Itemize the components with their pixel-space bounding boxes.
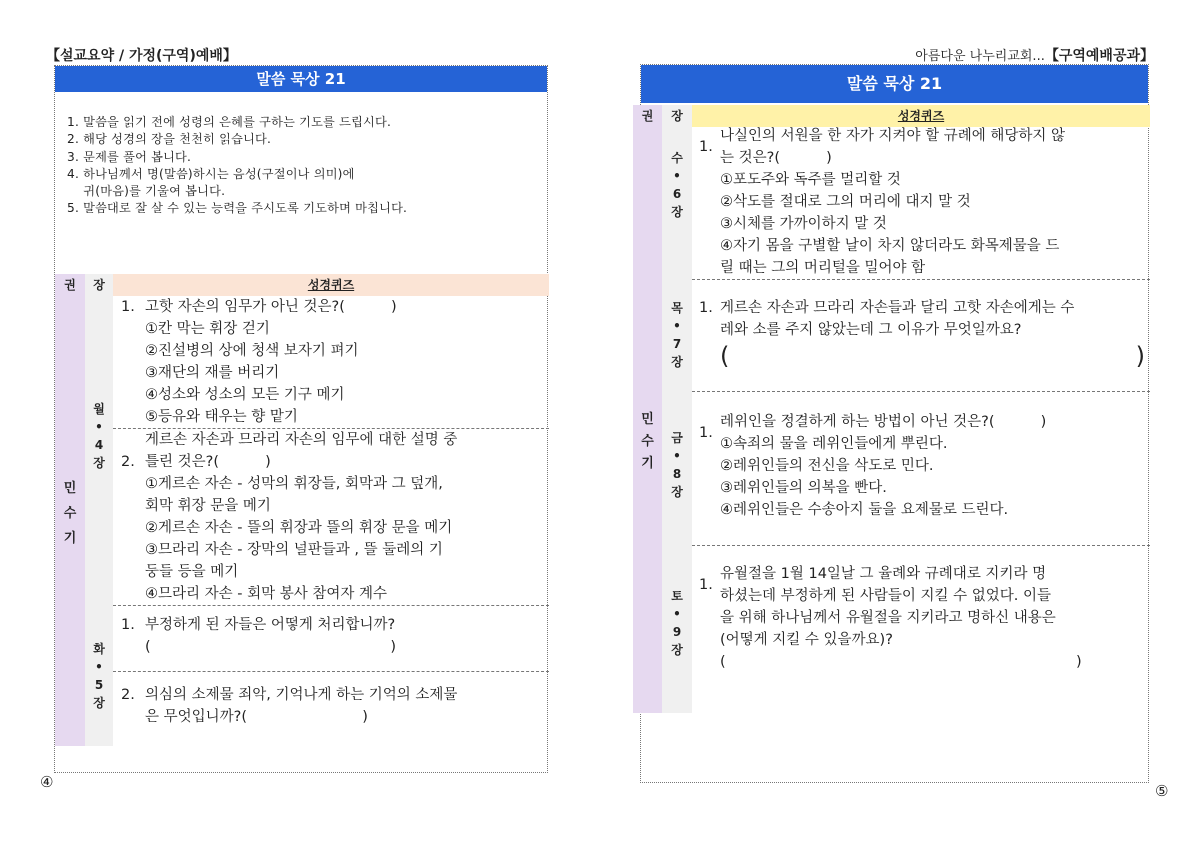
quiz-table [55, 274, 547, 774]
chapter-char: 화 [93, 642, 105, 656]
question-text: (어떻게 지킬 수 있을까요)? [720, 632, 893, 648]
question-number: 1. [121, 617, 135, 633]
book-char: 수 [63, 506, 77, 521]
chapter-char: 5 [94, 678, 104, 692]
chapter-cell-fri [662, 391, 692, 545]
chapter-cell-mon [85, 296, 113, 606]
quiz-table [633, 105, 1150, 715]
option: ②레위인들의 전신을 삭도로 민다. [720, 458, 934, 474]
quiz-question [699, 411, 1145, 521]
header-right [915, 45, 1154, 65]
question-text: 부정하게 된 자들은 어떻게 처리합니까? [145, 617, 396, 633]
chapter-char: • [673, 607, 681, 621]
question-number: 1. [699, 139, 713, 155]
chapter-char: • [95, 660, 103, 674]
option: ④자기 몸을 구별할 날이 차지 않더라도 화목제물을 드 [720, 238, 1060, 254]
chapter-cell-sat [662, 545, 692, 713]
chapter-char: 8 [672, 467, 682, 481]
chapter-char: 9 [672, 625, 682, 639]
option: ①속죄의 물을 레위인들에게 뿌린다. [720, 436, 948, 452]
header-quiz: 성경퀴즈 [113, 274, 549, 296]
option: ⑤등유와 태우는 향 맡기 [145, 409, 298, 425]
quiz-question [699, 125, 1145, 279]
chapter-char: 장 [93, 456, 105, 470]
right-page-title: 말씀 묵상 21 [641, 65, 1148, 103]
left-page-title: 말씀 묵상 21 [55, 66, 547, 92]
option: ②진설병의 상에 청색 보자기 펴기 [145, 343, 359, 359]
question-text: 유월절을 1월 14일날 그 율례와 규례대로 지키라 명 [720, 566, 1047, 582]
option: ①게르손 자손 - 성막의 휘장들, 회막과 그 덮개, [145, 476, 443, 492]
chapter-char: 장 [671, 355, 683, 369]
chapter-char: 장 [671, 485, 683, 499]
question-number: 1. [699, 577, 713, 593]
question-text: 을 위해 하나님께서 유월절을 지키라고 명하신 내용은 [720, 610, 1056, 626]
header-right-bold: 【구역예배공과】 [1044, 48, 1154, 64]
answer-blank[interactable]: ( ) [145, 639, 396, 655]
chapter-char: • [673, 319, 681, 333]
table-header [633, 105, 1150, 127]
question-text: 는 것은?( ) [720, 150, 832, 166]
option: ②게르손 자손 - 뜰의 휘장과 뜰의 휘장 문을 메기 [145, 520, 453, 536]
guide-line: 1. 말씀을 읽기 전에 성령의 은혜를 구하는 기도를 드립시다. [67, 115, 392, 129]
quiz-question [699, 297, 1145, 371]
chapter-char: 금 [671, 431, 683, 445]
church-name: 아름다운 나누리교회... [915, 49, 1045, 64]
book-char: 민 [63, 481, 77, 496]
guide-line: 5. 말씀대로 잘 살 수 있는 능력을 주시도록 기도하며 마칩니다. [67, 201, 408, 216]
book-column [633, 127, 662, 713]
option: ①포도주와 독주를 멀리할 것 [720, 172, 901, 188]
divider [113, 605, 549, 606]
divider [113, 671, 549, 672]
chapter-char: 7 [672, 337, 682, 351]
chapter-char: 장 [671, 643, 683, 657]
chapter-char: • [673, 169, 681, 183]
question-text: 의심의 소제물 죄악, 기억나게 하는 기억의 소제물 [145, 687, 458, 703]
question-text: 고핫 자손의 임무가 아닌 것은?( ) [145, 299, 397, 315]
question-text: 게르손 자손과 므라리 자손의 임무에 대한 설명 중 [145, 432, 458, 448]
chapter-cell-tue [85, 606, 113, 746]
question-number: 1. [699, 300, 713, 316]
option: ④므라리 자손 - 회막 봉사 참여자 계수 [145, 586, 387, 602]
option: ③재단의 재를 버리기 [145, 365, 280, 381]
paren-close: ) [1135, 342, 1145, 370]
page-number-left: ④ [40, 773, 54, 791]
question-text: 틀린 것은?( ) [145, 454, 271, 470]
book-char: 민 [641, 412, 654, 427]
option: ④성소와 성소의 모든 기구 메기 [145, 387, 345, 403]
guide-line: 4. 하나님께서 명(말씀)하시는 음성(구절이나 의미)에 [67, 166, 355, 181]
question-text: 하셨는데 부정하게 된 사람들이 지킬 수 없었다. 이들 [720, 588, 1052, 604]
right-page [640, 64, 1149, 783]
option: 릴 때는 그의 머리털을 밀어야 함 [720, 260, 926, 276]
chapter-char: 장 [671, 205, 683, 219]
chapter-char: 6 [672, 187, 682, 201]
question-text: 은 무엇입니까?( ) [145, 709, 368, 725]
chapter-cell-wed [662, 127, 692, 279]
option: ③므라리 자손 - 장막의 널판들과 , 뜰 둘레의 기 [145, 542, 443, 558]
quiz-question [121, 296, 547, 428]
question-number: 2. [121, 454, 135, 470]
option: ②삭도를 절대로 그의 머리에 대지 말 것 [720, 194, 971, 210]
meditation-guide [55, 92, 547, 218]
question-number: 1. [699, 425, 713, 441]
divider [692, 545, 1150, 546]
divider [692, 391, 1150, 392]
option: ①칸 막는 휘장 걷기 [145, 321, 270, 337]
option: ③레위인들의 의복을 빤다. [720, 480, 887, 496]
answer-blank[interactable]: ( ) [720, 654, 1082, 670]
option: 회막 휘장 문을 메기 [145, 498, 271, 514]
book-char: 기 [641, 456, 654, 471]
book-char: 수 [641, 434, 654, 449]
chapter-char: • [673, 449, 681, 463]
header-chapter: 장 [662, 105, 692, 127]
guide-line: 3. 문제를 풀어 봅니다. [67, 149, 192, 164]
chapter-char: 4 [94, 438, 104, 452]
chapter-char: 수 [671, 151, 683, 165]
chapter-char: 월 [93, 402, 105, 416]
question-text: 레와 소를 주지 않았는데 그 이유가 무엇일까요? [720, 322, 1022, 338]
question-text: 레위인을 정결하게 하는 방법이 아닌 것은?( ) [720, 414, 1047, 430]
left-page [54, 65, 548, 773]
quiz-question [699, 563, 1145, 673]
book-char: 기 [63, 531, 77, 546]
chapter-char: 토 [671, 589, 683, 603]
option: ④레위인들은 수송아지 둘을 요제물로 드린다. [720, 502, 1009, 518]
question-text: 나실인의 서원을 한 자가 지켜야 할 규례에 해당하지 않 [720, 128, 1066, 144]
quiz-question [121, 684, 547, 728]
question-number: 1. [121, 299, 135, 315]
guide-line: 귀(마음)를 기울여 봅니다. [67, 184, 226, 199]
book-column [55, 296, 85, 746]
chapter-cell-thu [662, 279, 692, 391]
quiz-question [121, 429, 547, 605]
question-text: 게르손 자손과 므라리 자손들과 달리 고핫 자손에게는 수 [720, 300, 1075, 316]
page-number-right: ⑤ [1155, 782, 1169, 800]
table-header [55, 274, 547, 296]
chapter-char: • [95, 420, 103, 434]
quiz-question [121, 614, 547, 658]
header-book: 권 [633, 105, 662, 127]
option: ③시체를 가까이하지 말 것 [720, 216, 887, 232]
guide-line: 2. 해당 성경의 장을 천천히 읽습니다. [67, 132, 272, 147]
answer-blank[interactable] [720, 341, 1145, 371]
header-quiz: 성경퀴즈 [692, 105, 1150, 127]
header-left: 【설교요약 / 가정(구역)예배】 [46, 48, 237, 64]
option: 둥들 등을 메기 [145, 564, 239, 580]
header-book: 권 [55, 274, 85, 296]
chapter-char: 목 [671, 301, 683, 315]
header-chapter: 장 [85, 274, 113, 296]
chapter-char: 장 [93, 696, 105, 710]
question-number: 2. [121, 687, 135, 703]
divider [692, 279, 1150, 280]
paren-open: ( [720, 342, 730, 370]
